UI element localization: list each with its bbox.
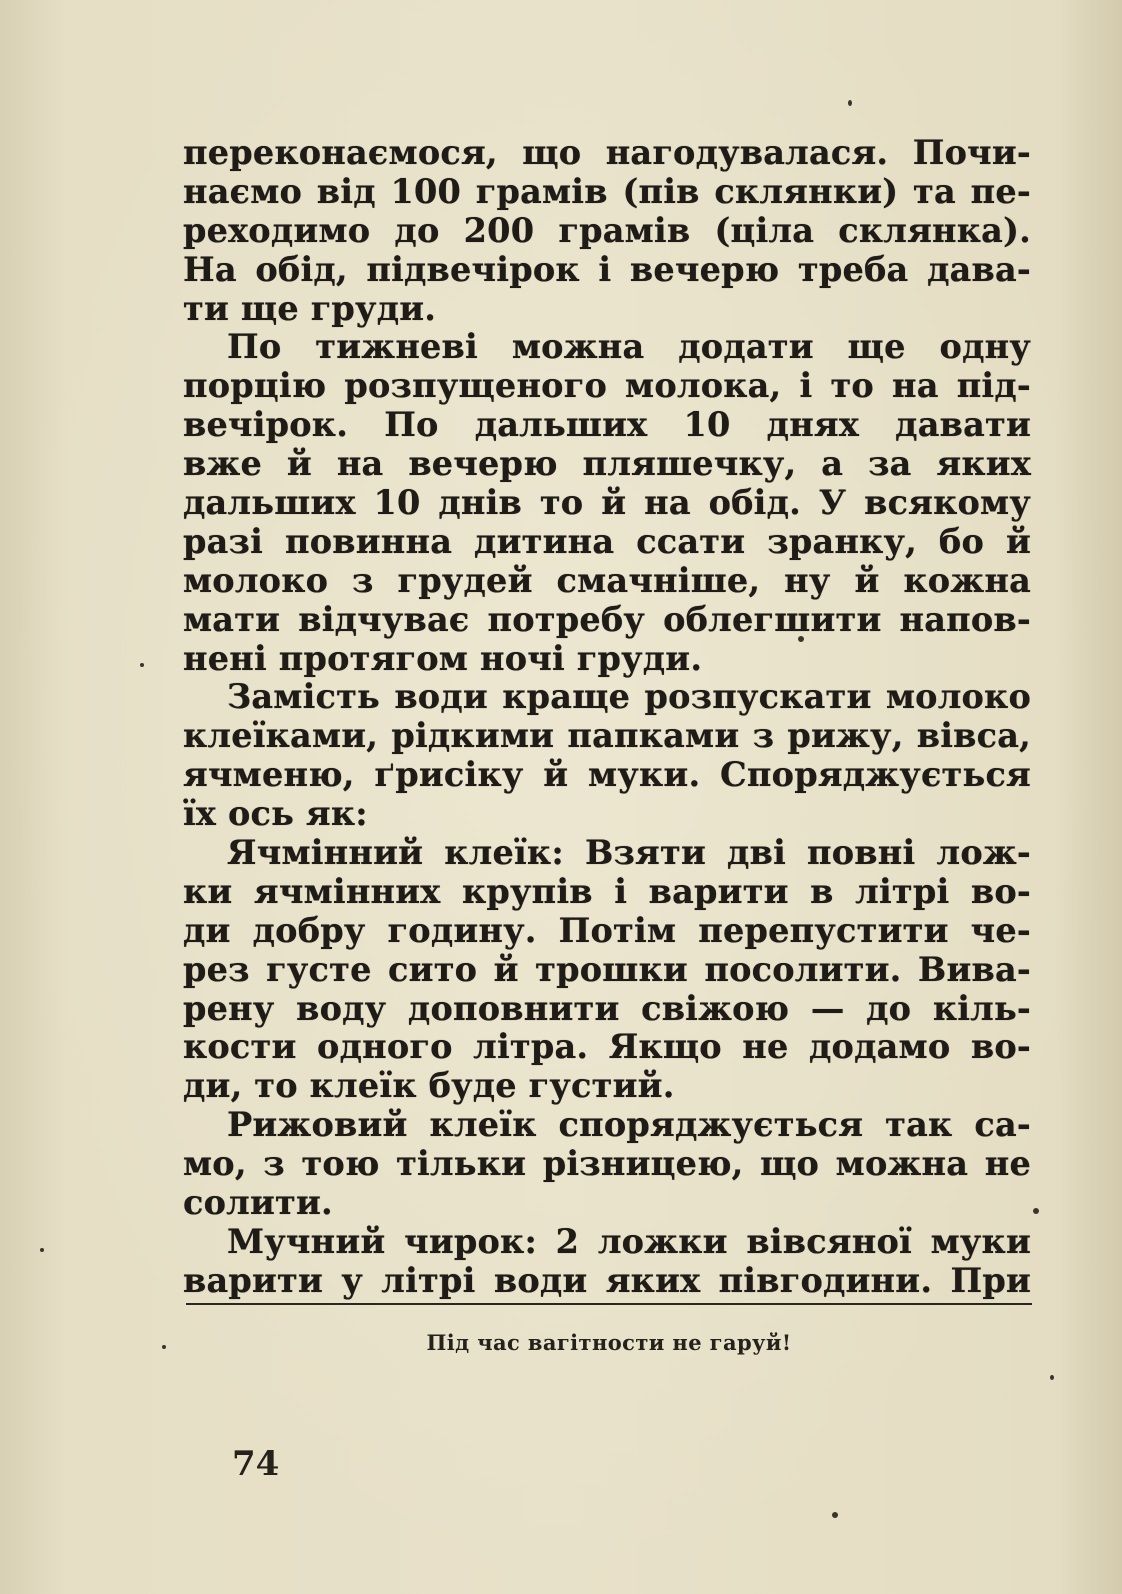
text-line: наємо від 100 грамів (пів склянки) та пе- [183, 171, 1031, 211]
text-line: кости одного літра. Якщо не додамо во- [183, 1027, 1031, 1067]
text-line: вечірок. По дальших 10 днях давати [183, 405, 1031, 445]
text-line: ти ще груди. [183, 288, 437, 328]
body-text [183, 134, 1031, 1301]
text-line: солити. [183, 1183, 333, 1223]
text-line: разі повинна дитина ссати зранку, бо й [183, 521, 1031, 561]
print-speck [1033, 1208, 1039, 1214]
print-speck [40, 1248, 44, 1252]
text-line: мати відчуває потребу облегшити напов- [183, 599, 1031, 639]
text-line: На обід, підвечірок і вечерю треба дава- [183, 249, 1031, 289]
text-line: Замість води краще розпускати молоко [227, 677, 1031, 717]
print-speck [832, 1512, 838, 1518]
text-line: молоко з грудей смачніше, ну й кожна [183, 560, 1031, 600]
text-line: клеїками, рідкими папками з рижу, вівса, [183, 716, 1031, 756]
text-line: ки ячмінних крупів і варити в літрі во- [183, 871, 1031, 911]
text-line: рез густе сито й трошки посолити. Вива- [183, 949, 1031, 989]
text-line: ди, то клеїк буде густий. [183, 1066, 675, 1106]
text-line: ячменю, ґрисіку й муки. Споряджується [183, 755, 1031, 795]
footnote: Під час вагітности не гаруй! [426, 1330, 792, 1355]
text-line: Ячмінний клеїк: Взяти дві повні лож- [227, 833, 1031, 873]
text-line: дальших 10 днів то й на обід. У всякому [183, 483, 1031, 523]
footnote-divider [186, 1303, 1032, 1305]
text-line: По тижневі можна додати ще одну [227, 327, 1031, 367]
text-line: ди добру годину. Потім перепустити че- [183, 910, 1031, 950]
text-line: переконаємося, що нагодувалася. Почи- [183, 133, 1031, 172]
text-line: нені протягом ночі груди. [183, 638, 703, 678]
text-line: їх ось як: [183, 794, 368, 834]
text-line: порцію розпущеного молока, і то на під- [183, 366, 1031, 406]
page-number: 74 [232, 1444, 280, 1484]
print-speck [140, 663, 144, 667]
text-line: Мучний чирок: 2 ложки вівсяної муки [227, 1221, 1031, 1261]
print-speck [162, 1345, 166, 1349]
text-line: реходимо до 200 грамів (ціла склянка). [183, 210, 1031, 250]
print-speck [848, 100, 852, 106]
print-speck [1050, 1375, 1054, 1380]
text-line: варити у літрі води яких півгодини. При [183, 1260, 1031, 1300]
text-line: Рижовий клеїк споряджується так са- [227, 1105, 1031, 1145]
text-line: вже й на вечерю пляшечку, а за яких [183, 444, 1031, 484]
text-line: мо, з тою тільки різницею, що можна не [183, 1144, 1031, 1184]
text-line: рену воду доповнити свіжою — до кіль- [183, 988, 1031, 1028]
